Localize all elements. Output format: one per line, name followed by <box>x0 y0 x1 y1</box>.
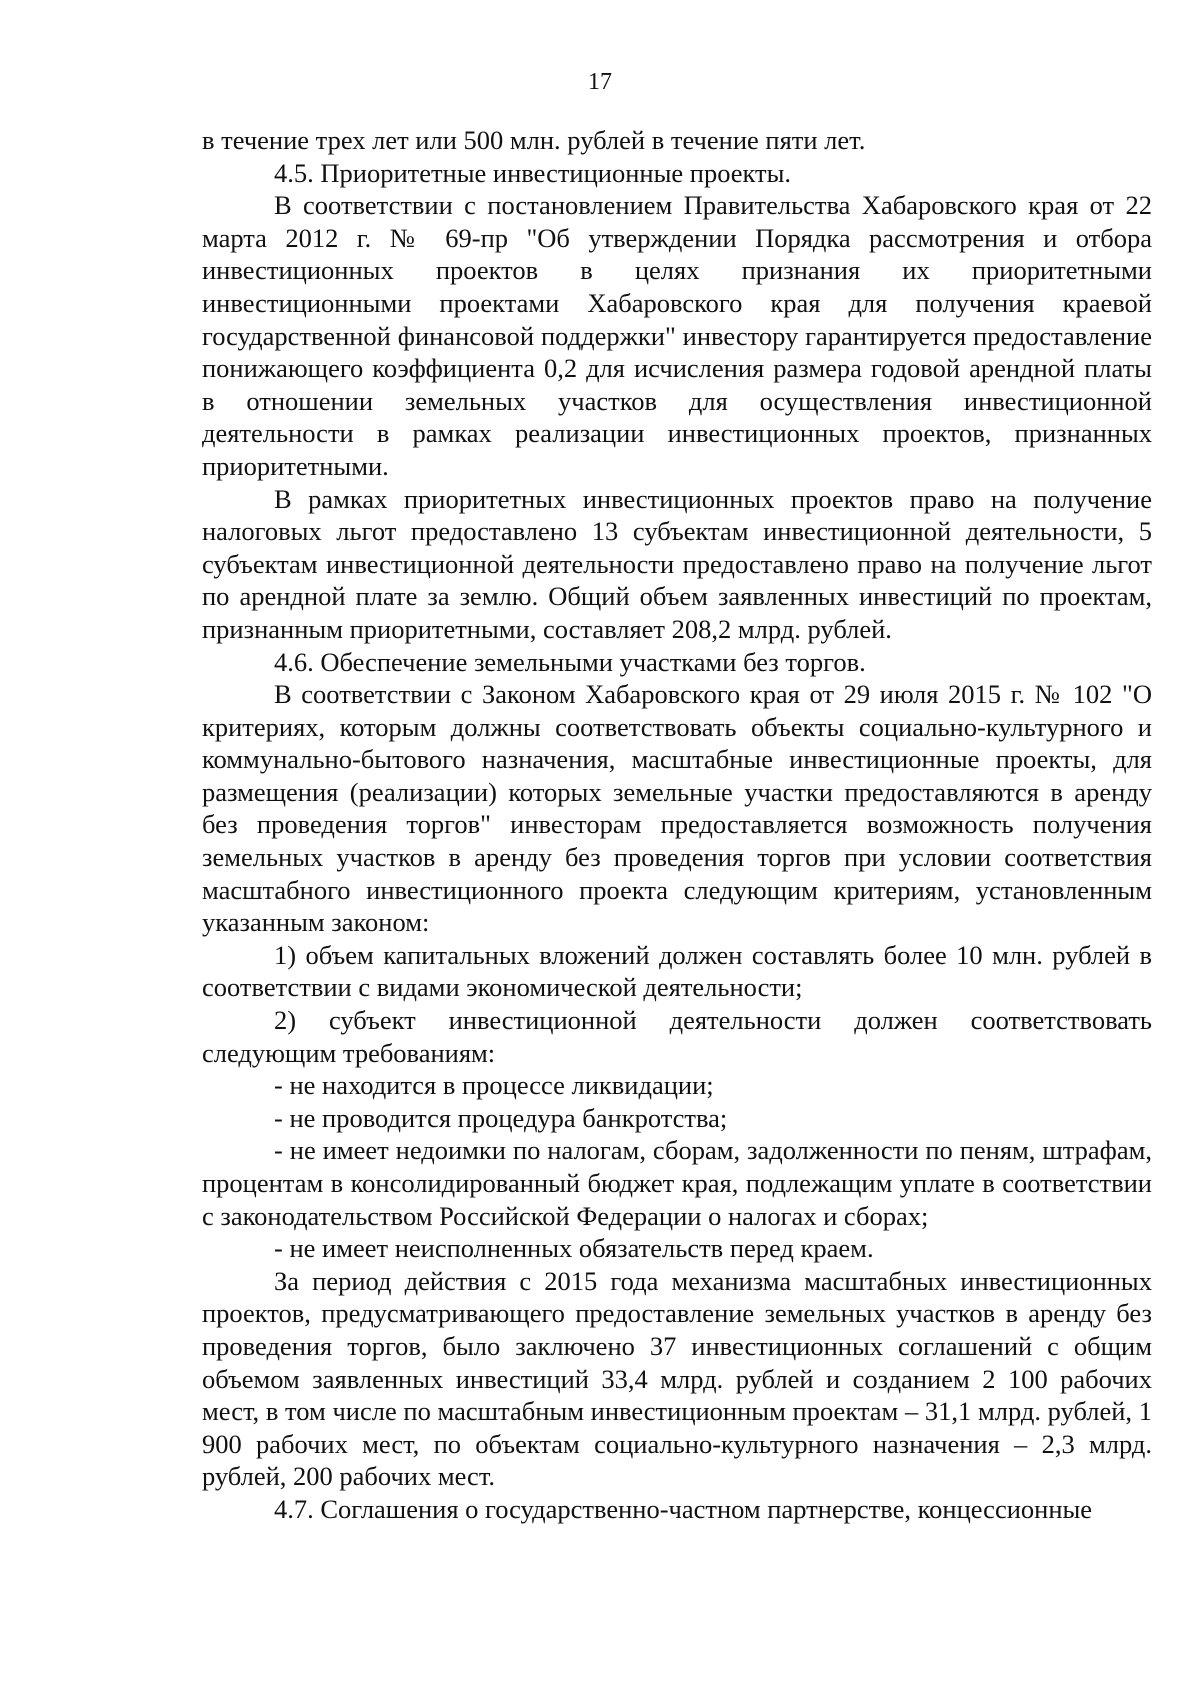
list-item-numbered: 1) объем капитальных вложений должен составлять более 10 млн. рублей в соответствии с видами экономической деятельности; <box>202 939 1152 1003</box>
list-item-dash: - не имеет неисполненных обязательств перед краем. <box>274 1233 874 1264</box>
list-item-numbered: 2) субъект инвестиционной деятельности должен соответствовать следующим требованиям: <box>202 1005 1152 1068</box>
paragraph: За период действия с 2015 года механизма масштабных инвестиционных проектов, предусматривающего предоставление земельных участков в аренду без проведения торгов, было заключено 37 инвестиционных соглашений с общим объемом заявленных инвестиций 33,4 млрд. рублей и созданием 2 100 рабочих мест, в том числе по масштабным инвестиционным проектам – 31,1 млрд. рублей, 1 900 рабочих мест, по объектам социально-культурного назначения – 2,3 млрд. рублей, 200 рабочих мест. <box>202 1265 1152 1492</box>
section-heading-4-6: 4.6. Обеспечение земельными участками без торгов. <box>274 646 866 677</box>
section-heading-4-5: 4.5. Приоритетные инвестиционные проекты. <box>274 157 792 188</box>
section-heading-4-7: 4.7. Соглашения о государственно-частном партнерстве, концессионные <box>274 1493 1093 1524</box>
document-body <box>202 124 1152 1526</box>
paragraph: В соответствии с постановлением Правительства Хабаровского края от 22 марта 2012 г. № 69-пр "Об утверждении Порядка рассмотрения и отбора инвестиционных проектов в целях признания их приоритетными инвестиционными проектами Хабаровского края для получения краевой государственной финансовой поддержки" инвестору гарантируется предоставление понижающего коэффициента 0,2 для исчисления размера годовой арендной платы в отношении земельных участков для осуществления инвестиционной деятельности в рамках реализации инвестиционных проектов, признанных приоритетными. <box>202 190 1152 481</box>
paragraph: В рамках приоритетных инвестиционных проектов право на получение налоговых льгот предоставлено 13 субъектам инвестиционной деятельности, 5 субъектам инвестиционной деятельности предоставлено право на получение льгот по арендной плате за землю. Общий объем заявленных инвестиций по проектам, признанным приоритетными, составляет 208,2 млрд. рублей. <box>202 483 1152 644</box>
list-item-dash: - не проводится процедура банкротства; <box>274 1102 728 1133</box>
list-item-dash: - не имеет недоимки по налогам, сборам, задолженности по пеням, штрафам, процентам в консолидированный бюджет края, подлежащим уплате в соответствии с законодательством Российской Федерации о налогах и сборах; <box>202 1135 1152 1231</box>
list-item-dash: - не находится в процессе ликвидации; <box>274 1070 714 1101</box>
paragraph: В соответствии с Законом Хабаровского края от 29 июля 2015 г. № 102 "О критериях, которым должны соответствовать объекты социально-культурного и коммунально-бытового назначения, масштабные инвестиционные проекты, для размещения (реализации) которых земельные участки предоставляются в аренду без проведения торгов" инвесторам предоставляется возможность получения земельных участков в аренду без проведения торгов при условии соответствия масштабного инвестиционного проекта следующим критериям, установленным указанным законом: <box>202 679 1152 938</box>
paragraph-continuation: в течение трех лет или 500 млн. рублей в течение пяти лет. <box>202 125 866 155</box>
page-number: 17 <box>588 69 612 95</box>
